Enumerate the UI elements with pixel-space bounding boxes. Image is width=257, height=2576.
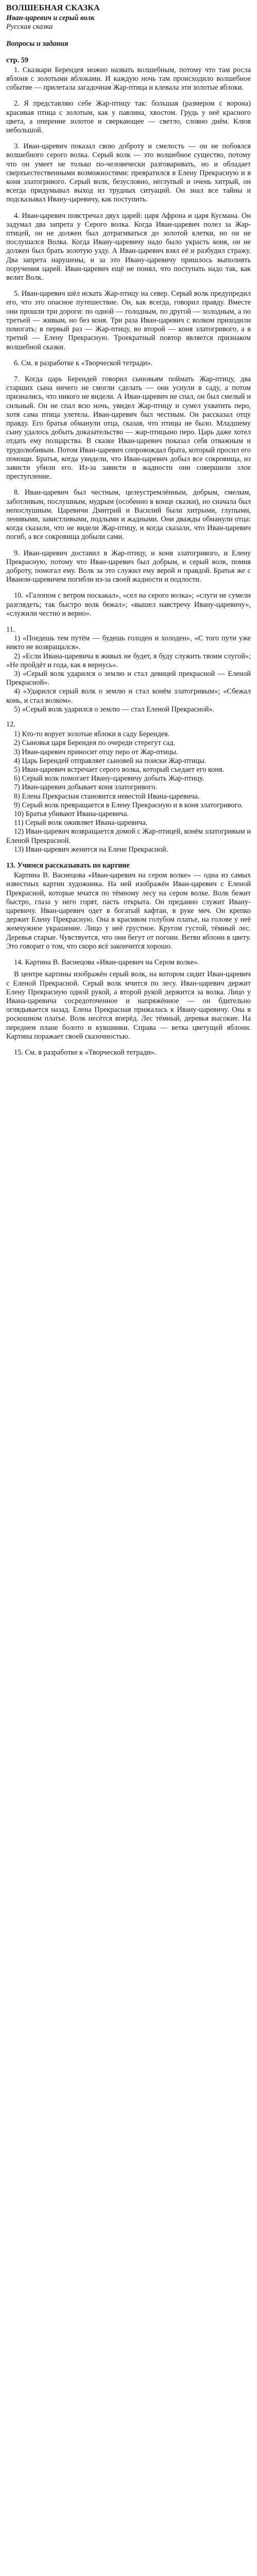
answer-9: 9. Иван-царевич доставил в Жар-птицу, и коня златогривого, и Елену Прекрасную, потому что Иван-царевич был добрым, и серый волк, помня доброту, помогал ему. Волк за это служил ему верой и правдой. Братья же с Иваном-царевичем погибли из-за своей жадности и подлости.: [6, 549, 251, 584]
answer-11-item: 4) «Ударился серый волк о землю и стал конём златогривым»; «Сбежал конь, и стал волком».: [6, 687, 251, 705]
answer-8: 8. Иван-царевич был честным, целеустремлённым, добрым, смелым, заботливым, послушным, мудрым (особенно в конце сказки), но сначала был непослушным. Царевичи Дмитрий и Василий были хитрыми, глупыми, ленивыми, завистливыми, подлыми и жадными. Они дважды обманули отца: когда сказали, что не видели Жар-птицу, и когда сказали, что Иван-царевич погиб, а все сокровища добыли сами.: [6, 488, 251, 541]
questions-heading: Вопросы и задания: [6, 40, 68, 48]
answer-11-item: 3) «Серый волк ударился о землю и стал девицей прекрасной — Еленой Прекрасной».: [6, 670, 251, 687]
plan-item: 2) Сыновья царя Берендея по очереди стерегут сад.: [14, 739, 176, 748]
answer-5: 5. Иван-царевич шёл искать Жар-птицу на север. Серый волк предупредил его, что это опасное путешествие. Он, как всегда, говорил правду. Вместе они прошли три дороги: по одной — голодным, по другой — холодным, а по третьей — живым, но без коня. Три раза Иван-царевич с волком приходили помогать: в первый раз — Жар-птицу, во второй — коня златогривого, а в третий — Елену Прекрасную. Троекратный повтор является признаком волшебной сказки.: [6, 290, 251, 351]
answer-11-number: 11.: [6, 625, 15, 634]
answer-3: 3. Иван-царевич показал свою доброту и смелость — он не побоялся волшебного серого волка. Серый волк — это волшебное существо, потому что он умеет не только по-человечески разговаривать, но и обладает сверхъестественными возможностями: превратился в Елену Прекрасную и в коня златогривого. Серый волк, безусловно, неглупый и очень хитрый, он всегда придумывал выход из трудных ситуаций. Он знал все тайны и подсказывал Ивану-царевичу, как поступить.: [6, 142, 251, 204]
plan-item: 11) Серый волк оживляет Ивана-царевича.: [14, 819, 148, 827]
plan-item: 10) Братья убивают Ивана-царевича.: [14, 810, 129, 819]
plan-item: 12) Иван-царевич возвращается домой с Жар-птицей, конём златогривым и Еленой Прекрасной.: [6, 827, 251, 845]
section-title: ВОЛШЕБНАЯ СКАЗКА: [6, 4, 100, 12]
answer-4: 4. Иван-царевич повстречал двух царей: царя Афрона и царя Кусмана. Он задумал два запрета у Серого волка. Когда Иван-царевич полез за Жар-птицей, он не должен был дотрагиваться до золотой клетки, но он не послушался Волка. Когда Ивану-царевичу надо было украсть коня, он не должен был брать золотую узду. А Иван-царевич взял её и разбудил стражу. Два запрета нарушены, и за это Ивану-царевичу пришлось выполнять поручения царей. Иван-царевич ещё не понял, что поступать надо так, как велит Волк.: [6, 211, 251, 282]
answer-11-item: 1) «Поедешь тем путём — будешь голоден и холоден», «С того пути уже никто не возвращался».: [6, 634, 251, 652]
answer-6: 6. См. в разработке к «Творческой тетради».: [14, 359, 153, 367]
answer-13-text: Картина В. Васнецова «Иван-царевич на сером волке» — одна из самых известных картин художника. На ней изображён Иван-царевич с Еленой Прекрасной, которые мчатся по тёмному лесу на сером волке. Волк бежит быстро, глаза у него горят, пасть открыта. Он преданно служит Ивану-царевичу. Иван-царевич одет в богатый кафтан, в руке меч. Он крепко держит Елену Прекрасную. Она в красивом голубом платье, на голове у неё жемчужное украшение. Лицо у неё грустное. Кругом густой, тёмный лес. Деревья старые. Чувствуется, что они бегут от погони. Ветви яблони в цвету. Это говорит о том, что скоро всё закончится хорошо.: [6, 871, 251, 951]
plan-item: 7) Иван-царевич добывает коня златогривого.: [14, 783, 157, 792]
answer-1: 1. Сказкари Берендея можно назвать волшебным, потому что там росла яблоня с золотыми яблоками. И каждую ночь там происходило волшебное событие — прилетала загадочная Жар-птица и клевала эти золотые яблоки.: [6, 65, 251, 92]
plan-item: 9) Серый волк превращается в Елену Прекрасную и в коня златогривого.: [14, 801, 243, 809]
plan-item: 6) Серый волк помогает Ивану-царевичу добыть Жар-птицу.: [14, 774, 204, 783]
answer-13-heading: 13. Учимся рассказывать по картине: [6, 861, 130, 870]
answer-15: 15. См. в разработке к «Творческой тетради».: [14, 1048, 157, 1057]
plan-item: 1) Кто-то ворует золотые яблоки в саду Берендея.: [14, 730, 170, 739]
answer-10: 10. «Галопом с ветром поскакал», «сел на серого волка»; «слуги не сумели разглядеть; так быстро волк бежал»; «вышел навстречу Ивану-царевичу», «служили честно и верно».: [6, 591, 251, 618]
answer-2: 2. Я представляю себе Жар-птицу так: большая (размером с ворона) красивая птица с золотым, как у павлина, хвостом. Грудь у неё красного цвета, а оперение золотое и сверкающее — светло, словно днём. Клюв небольшой.: [6, 99, 251, 135]
answer-12-number: 12.: [6, 720, 15, 729]
answer-14-text: В центре картины изображён серый волк, на котором сидит Иван-царевич с Еленой Прекрасной. Серый волк мчится по лесу. Иван-царевич держит Елену Прекрасную одной рукой, а второй рукой держится за волка. Лицо у Ивана-царевича сосредоточенное и напряжённое — он бдительно оглядывается назад. Елена Прекрасная прижалась к Ивану-царевичу. Она в роскошном платье. Волк несётся вперёд. Лес тёмный, деревья высокие. На переднем плане болото и кувшинки. Справа — ветка цветущей яблони. Картина поражает своей сказочностью.: [6, 970, 251, 1041]
page-reference: стр. 59: [6, 56, 28, 64]
plan-item: 5) Иван-царевич встречает серого волка, который съедает его коня.: [14, 766, 225, 774]
answer-11-item: 5) «Серый волк ударился о землю — стал Еленой Прекрасной».: [14, 705, 215, 714]
plan-item: 3) Иван-царевич приносит отцу перо от Жар-птицы.: [14, 748, 178, 756]
answer-11-item: 2) «Если Ивана-царевича в живых не будет, я буду служить твоим слугой»; «Не пройдёт и года, как я вернусь».: [6, 652, 251, 669]
answer-7: 7. Когда царь Берендей говорил сыновьям поймать Жар-птицу, два старших сына ничего не смогли сделать — они уснули в саду, а потом признались, что никого не видели. А Иван-царевич не спал, он был смелый и сильный. Он не спал всю ночь, увидел Жар-птицу и сумел ухватить перо, хотя сама птица улетела. Иван-царевич был честным. Он рассказал отцу правду. Его братья обманули отца, сказав, что птицы не было. Младшему сыну удалось добыть доказательство — жар-птицыно перо. Царь даже хотел отдать ему полцарства. В сказке Иван-царевич показал себя отважным и трудолюбивым. Потом Иван-царевич сопровождал брата, который просил его помощи. Братья, когда увидели, что Иван-царевич добыл все сокровища, из зависти убили его. Из-за зависти и жадности они совершили злое преступление.: [6, 375, 251, 481]
plan-item: 13) Иван-царевич женится на Елене Прекрасной.: [14, 845, 168, 854]
story-title: Иван-царевич и серый волк: [6, 14, 95, 22]
answer-14-heading: 14. Картина В. Васнецова «Иван-царевич на Сером волке».: [14, 958, 199, 967]
story-genre: Русская сказка: [6, 23, 53, 31]
plan-item: 8) Елена Прекрасная становится невестой Ивана-царевича.: [14, 792, 200, 801]
plan-item: 4) Царь Берендей отправляет сыновей на поиски Жар-птицы.: [14, 756, 207, 765]
